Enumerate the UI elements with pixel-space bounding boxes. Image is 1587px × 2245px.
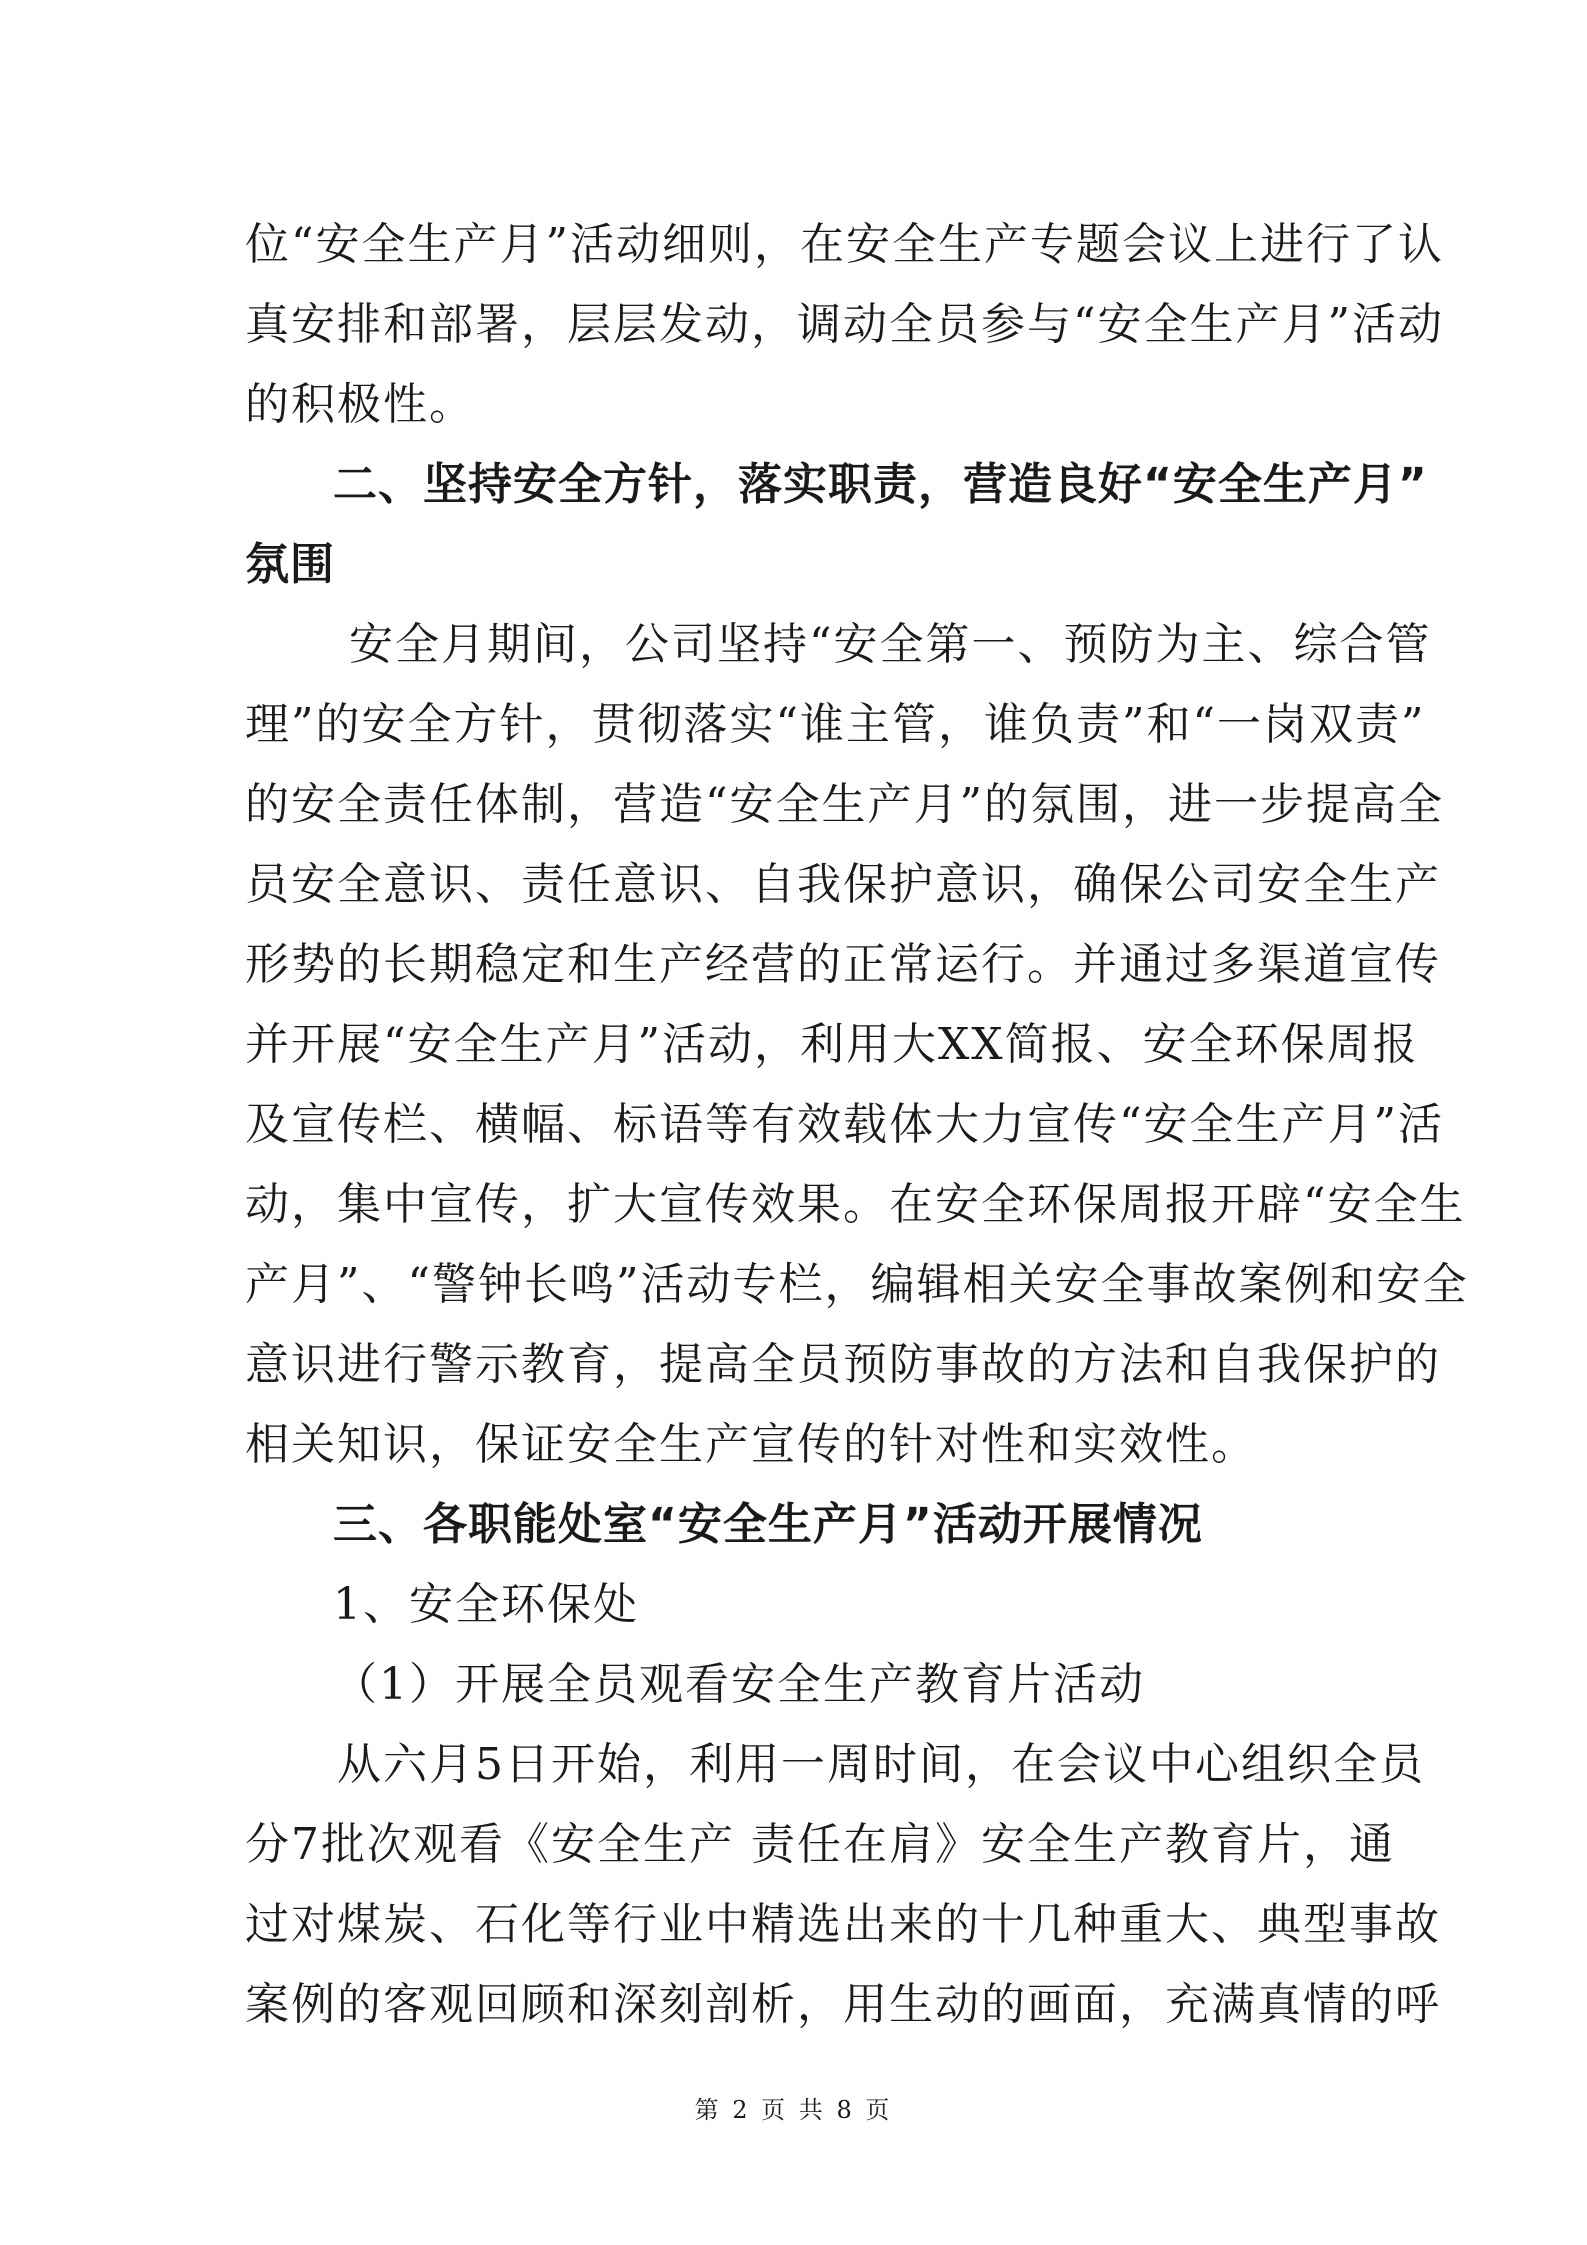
- heading-line: 氛围: [245, 539, 335, 590]
- section-heading-2: [245, 445, 1428, 605]
- paragraph-line: 员安全意识、责任意识、自我保护意识，确保公司安全生产: [245, 859, 1441, 910]
- page-number-footer: 第 2 页 共 8 页: [694, 2096, 893, 2124]
- subheading-safety-office: 1、安全环保处: [333, 1579, 639, 1630]
- paragraph-line: 案例的客观回顾和深刻剖析，用生动的画面，充满真情的呼: [245, 1979, 1441, 2030]
- paragraph-line: 真安排和部署，层层发动，调动全员参与“安全生产月”活动: [245, 299, 1444, 350]
- paragraph-line: 形势的长期稳定和生产经营的正常运行。并通过多渠道宣传: [245, 939, 1441, 990]
- paragraph-3: [245, 1725, 1441, 2045]
- paragraph-line: 的积极性。: [245, 379, 475, 430]
- section-heading-3: 三、各职能处室“安全生产月”活动开展情况: [333, 1499, 1203, 1550]
- paragraph-line: 位“安全生产月”活动细则，在安全生产专题会议上进行了认: [245, 219, 1444, 270]
- paragraph-line: 理”的安全方针，贯彻落实“谁主管，谁负责”和“一岗双责”: [245, 699, 1426, 750]
- document-page: [245, 205, 1469, 2045]
- paragraph-line: 分7批次观看《安全生产 责任在肩》安全生产教育片，通: [245, 1819, 1395, 1870]
- paragraph-line: 及宣传栏、横幅、标语等有效载体大力宣传“安全生产月”活: [245, 1099, 1444, 1150]
- paragraph-2: [245, 605, 1469, 1485]
- heading-line: 二、坚持安全方针，落实职责，营造良好“安全生产月”: [333, 459, 1428, 510]
- paragraph-line: 相关知识，保证安全生产宣传的针对性和实效性。: [245, 1419, 1257, 1470]
- paragraph-line: 动，集中宣传，扩大宣传效果。在安全环保周报开辟“安全生: [245, 1179, 1466, 1230]
- paragraph-line: 产月”、“警钟长鸣”活动专栏，编辑相关安全事故案例和安全: [245, 1259, 1469, 1310]
- paragraph-line: 安全月期间，公司坚持“安全第一、预防为主、综合管: [349, 619, 1432, 670]
- paragraph-line: 过对煤炭、石化等行业中精选出来的十几种重大、典型事故: [245, 1899, 1441, 1950]
- paragraph-line: 意识进行警示教育，提高全员预防事故的方法和自我保护的: [245, 1339, 1441, 1390]
- subheading-education-film: （1）开展全员观看安全生产教育片活动: [333, 1659, 1145, 1710]
- paragraph-line: 从六月5日开始，利用一周时间，在会议中心组织全员: [337, 1739, 1425, 1790]
- paragraph-line: 的安全责任体制，营造“安全生产月”的氛围，进一步提高全: [245, 779, 1444, 830]
- paragraph-line: 并开展“安全生产月”活动，利用大XX简报、安全环保周报: [245, 1019, 1419, 1070]
- paragraph-1: [245, 205, 1444, 445]
